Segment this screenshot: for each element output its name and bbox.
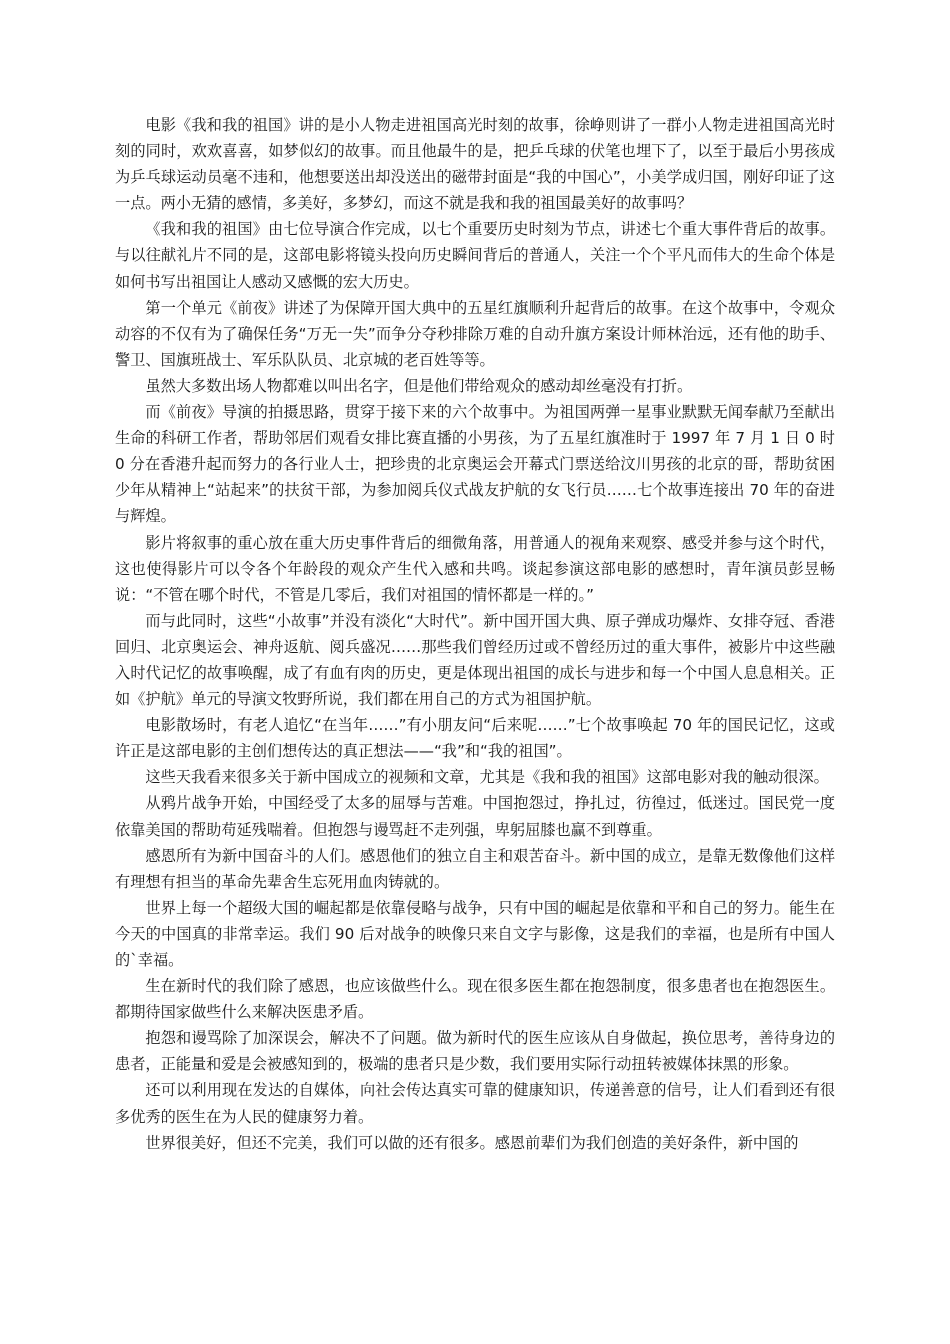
paragraph: 电影散场时，有老人追忆“在当年……”有小朋友问“后来呢……”七个故事唤起 70 年的国民记忆，这或许正是这部电影的主创们想传达的真正想法——“我”和“我的祖国”。 — [115, 716, 835, 761]
paragraph: 而《前夜》导演的拍摄思路，贯穿于接下来的六个故事中。为祖国两弹一星事业默默无闻奉献乃至献出生命的科研工作者，帮助邻居们观看女排比赛直播的小男孩，为了五星红旗准时于 1997 年 7 月 1 日 0 时 0 分在香港升起而努力的各行业人士，把珍贵的北京奥运会开幕式门票送给汶川男孩的北京的哥，帮助贫困少年从精神上“站起来”的扶贫干部，为参加阅兵仪式战友护航的女飞行员……七个故事连接出 70 年的奋进与辉煌。 — [115, 403, 835, 526]
document-body — [115, 112, 835, 1156]
paragraph: 虽然大多数出场人物都难以叫出名字，但是他们带给观众的感动却丝毫没有打折。 — [145, 376, 693, 395]
paragraph: 而与此同时，这些“小故事”并没有淡化“大时代”。新中国开国大典、原子弹成功爆炸、女排夺冠、香港回归、北京奥运会、神舟返航、阅兵盛况……那些我们曾经历过或不曾经历过的重大事件，被影片中这些融入时代记忆的故事唤醒，成了有血有肉的历史，更是体现出祖国的成长与进步和每一个中国人息息相关。正如《护航》单元的导演文牧野所说，我们都在用自己的方式为祖国护航。 — [115, 611, 835, 709]
paragraph: 影片将叙事的重心放在重大历史事件背后的细微角落，用普通人的视角来观察、感受并参与这个时代，这也使得影片可以令各个年龄段的观众产生代入感和共鸣。谈起参演这部电影的感想时，青年演员彭昱畅说：“不管在哪个时代，不管是几零后，我们对祖国的情怀都是一样的。” — [115, 533, 835, 604]
paragraph: 感恩所有为新中国奋斗的人们。感恩他们的独立自主和艰苦奋斗。新中国的成立，是靠无数像他们这样有理想有担当的革命先辈舍生忘死用血肉铸就的。 — [115, 846, 835, 891]
paragraph: 还可以利用现在发达的自媒体，向社会传达真实可靠的健康知识，传递善意的信号，让人们看到还有很多优秀的医生在为人民的健康努力着。 — [115, 1081, 835, 1126]
paragraph: 电影《我和我的祖国》讲的是小人物走进祖国高光时刻的故事，徐峥则讲了一群小人物走进祖国高光时刻的同时，欢欢喜喜，如梦似幻的故事。而且他最牛的是，把乒乓球的伏笔也埋下了，以至于最后小男孩成为乒乓球运动员毫不违和，他想要送出却没送出的磁带封面是“我的中国心”，小美学成归国，刚好印证了这一点。两小无猜的感情，多美好，多梦幻，而这不就是我和我的祖国最美好的故事吗？ — [115, 116, 835, 213]
paragraph: 抱怨和谩骂除了加深误会，解决不了问题。做为新时代的医生应该从自身做起，换位思考，善待身边的患者，正能量和爱是会被感知到的，极端的患者只是少数，我们要用实际行动扭转被媒体抹黑的形象。 — [115, 1029, 835, 1074]
paragraph: 世界很美好，但还不完美，我们可以做的还有很多。感恩前辈们为我们创造的美好条件，新中国的 — [145, 1133, 799, 1152]
paragraph: 生在新时代的我们除了感恩，也应该做些什么。现在很多医生都在抱怨制度，很多患者也在抱怨医生。都期待国家做些什么来解决医患矛盾。 — [115, 977, 835, 1022]
paragraph: 这些天我看来很多关于新中国成立的视频和文章，尤其是《我和我的祖国》这部电影对我的触动很深。 — [145, 768, 829, 787]
paragraph: 世界上每一个超级大国的崛起都是依靠侵略与战争，只有中国的崛起是依靠和平和自己的努力。能生在今天的中国真的非常幸运。我们 90 后对战争的映像只来自文字与影像，这是我们的幸福，也是所有中国人的`幸福。 — [115, 898, 835, 969]
paragraph: 从鸦片战争开始，中国经受了太多的屈辱与苦难。中国抱怨过，挣扎过，彷徨过，低迷过。国民党一度依靠美国的帮助苟延残喘着。但抱怨与谩骂赶不走列强，卑躬屈膝也赢不到尊重。 — [115, 794, 835, 839]
paragraph: 第一个单元《前夜》讲述了为保障开国大典中的五星红旗顺利升起背后的故事。在这个故事中，令观众动容的不仅有为了确保任务“万无一失”而争分夺秒排除万难的自动升旗方案设计师林治远，还有他的助手、警卫、国旗班战士、军乐队队员、北京城的老百姓等等。 — [115, 298, 835, 369]
paragraph: 《我和我的祖国》由七位导演合作完成，以七个重要历史时刻为节点，讲述七个重大事件背后的故事。与以往献礼片不同的是，这部电影将镜头投向历史瞬间背后的普通人，关注一个个平凡而伟大的生命个体是如何书写出祖国让人感动又感慨的宏大历史。 — [115, 220, 835, 291]
